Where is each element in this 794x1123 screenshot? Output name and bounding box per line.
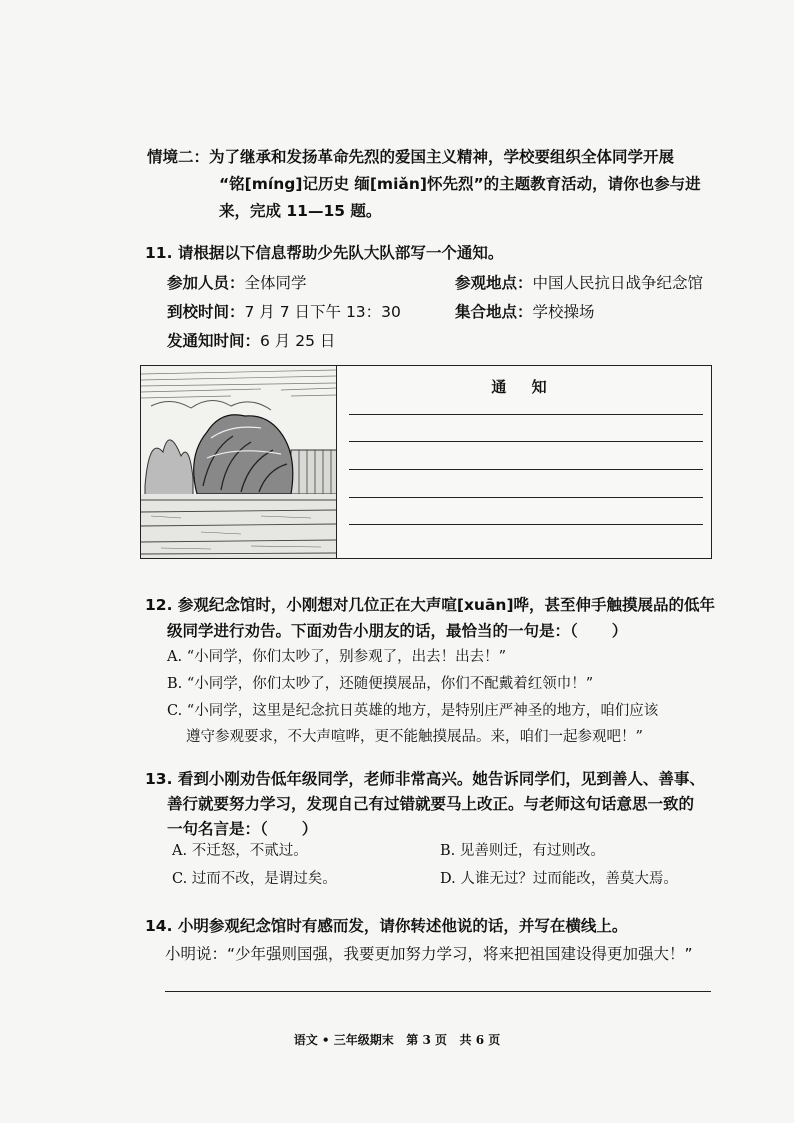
participants-label: 参加人员： [167, 274, 245, 292]
issue-label: 发通知时间： [167, 332, 261, 350]
location-value: 中国人民抗日战争纪念馆 [532, 274, 704, 292]
question-12-option-c-2: 遵守参观要求，不大声喧哗，更不能触摸展品。来，咱们一起参观吧！” [186, 729, 643, 745]
notice-writing-line[interactable] [349, 414, 703, 415]
page-footer: 语文 • 三年级期末 第 3 页 共 6 页 [293, 1033, 501, 1047]
info-location [455, 271, 703, 293]
location-label: 参观地点： [455, 274, 533, 292]
closing-paren: ） [611, 622, 628, 640]
issue-value: 6 月 25 日 [260, 332, 336, 350]
info-issue [167, 329, 335, 351]
question-12-stem-2 [167, 619, 627, 641]
question-13-option-a: A. 不迁怒，不贰过。 [172, 843, 308, 859]
memorial-photo [141, 366, 337, 558]
arrive-label: 到校时间： [167, 303, 245, 321]
question-11-stem: 11. 请根据以下信息帮助少先队大队部写一个通知。 [145, 244, 504, 262]
intro-line-1: 情境二：为了继承和发扬革命先烈的爱国主义精神，学校要组织全体同学开展 [147, 148, 675, 166]
memorial-sculpture-illustration [141, 366, 337, 558]
question-12-option-c-1: C. “小同学，这里是纪念抗日英雄的地方，是特别庄严神圣的地方，咱们应该 [167, 703, 659, 719]
question-13-stem-1: 13. 看到小刚劝告低年级同学，老师非常高兴。她告诉同学们，见到善人、善事、 [145, 770, 705, 788]
question-12-option-b: B. “小同学，你们太吵了，还随便摸展品，你们不配戴着红领巾！” [167, 676, 594, 692]
info-meet [455, 300, 595, 322]
notice-writing-line[interactable] [349, 441, 703, 442]
question-14-quote: 小明说：“少年强则国强，我要更加努力学习，将来把祖国建设得更加强大！” [165, 945, 693, 963]
question-14-answer-line[interactable] [165, 991, 711, 992]
info-arrive [167, 300, 401, 322]
intro-line-3: 来，完成 11—15 题。 [219, 202, 382, 220]
notice-writing-line[interactable] [349, 497, 703, 498]
closing-paren: ） [301, 820, 318, 838]
question-12-option-a: A. “小同学，你们太吵了，别参观了，出去！出去！” [167, 649, 507, 665]
meet-value: 学校操场 [532, 303, 595, 321]
notice-box [140, 365, 712, 559]
question-13-stem-3 [167, 817, 317, 839]
question-13-option-b: B. 见善则迁，有过则改。 [440, 843, 605, 859]
question-13-stem-2: 善行就要努力学习，发现自己有过错就要马上改正。与老师这句话意思一致的 [167, 795, 695, 813]
notice-writing-line[interactable] [349, 469, 703, 470]
question-13-option-c: C. 过而不改，是谓过矣。 [172, 871, 337, 887]
notice-title: 通 知 [491, 378, 557, 396]
participants-value: 全体同学 [244, 274, 307, 292]
meet-label: 集合地点： [455, 303, 533, 321]
question-14-stem: 14. 小明参观纪念馆时有感而发，请你转述他说的话，并写在横线上。 [145, 917, 628, 935]
question-12-stem-text: 级同学进行劝告。下面劝告小朋友的话，最恰当的一句是：（ [167, 622, 578, 640]
question-12-stem-1: 12. 参观纪念馆时，小刚想对几位正在大声喧[xuān]哗，甚至伸手触摸展品的低年 [145, 596, 716, 614]
arrive-value: 7 月 7 日下午 13：30 [244, 303, 401, 321]
question-13-stem-text: 一句名言是：（ [167, 820, 268, 838]
intro-line-2: “铭[míng]记历史 缅[miǎn]怀先烈”的主题教育活动，请你也参与进 [219, 175, 701, 193]
question-13-option-d: D. 人谁无过？过而能改，善莫大焉。 [440, 871, 678, 887]
notice-writing-line[interactable] [349, 524, 703, 525]
info-participants [167, 271, 307, 293]
